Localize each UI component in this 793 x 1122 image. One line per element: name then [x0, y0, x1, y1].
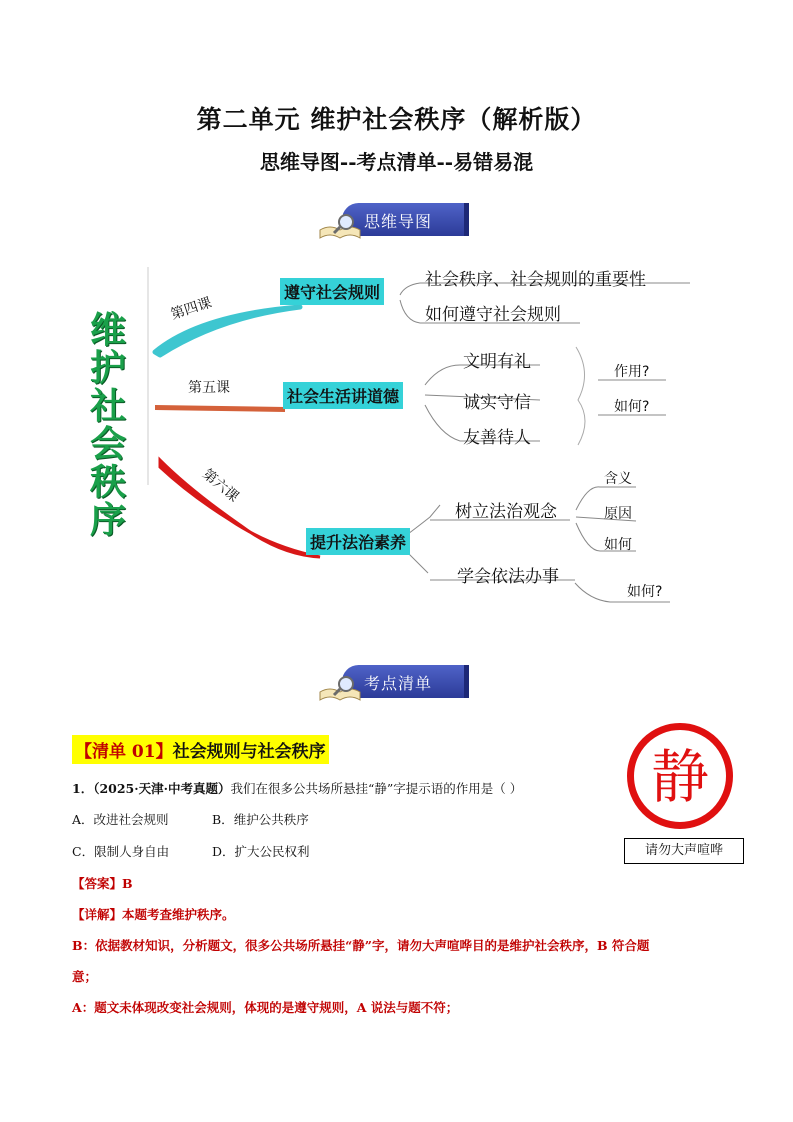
root-char: 社 — [89, 386, 126, 427]
root-char: 护 — [89, 348, 126, 389]
banner-text: 考点清单 — [364, 674, 433, 693]
book-magnifier-icon — [318, 674, 362, 704]
option-letter: B． — [212, 812, 234, 827]
option-text: 改进社会规则 — [93, 812, 169, 827]
option-text: 维护公共秩序 — [233, 812, 309, 827]
answer-label: 【答案】 — [72, 876, 123, 891]
section-title: 社会规则与社会秩序 — [172, 742, 326, 762]
option-b — [212, 810, 309, 828]
answer-line — [72, 874, 133, 892]
detail-text: 本题考查维护秩序。 — [122, 907, 235, 922]
lesson5-label: 第五课 — [188, 380, 230, 396]
lesson4-item: 社会秩序、社会规则的重要性 — [425, 270, 646, 290]
stamp-char: 静 — [650, 743, 709, 811]
lesson6-branch-item: 如何 — [604, 537, 632, 553]
option-text: 扩大公民权利 — [234, 844, 310, 859]
option-d — [212, 842, 310, 860]
page-subtitle: 思维导图--考点清单--易错易混 — [259, 150, 534, 174]
lesson6-branch-item: 含义 — [604, 471, 632, 487]
explanation-b: B：依据教材知识，分析题文，很多公共场所悬挂“静”字，请勿大声喧哗目的是维护社会秩序，B 符合题 — [72, 938, 650, 953]
lesson5-item: 友善待人 — [463, 428, 531, 448]
banner-text: 思维导图 — [364, 212, 433, 231]
quiet-notice: 请勿大声喧哗 — [624, 838, 744, 864]
answer-value: B — [122, 876, 133, 891]
lesson5-item: 诚实守信 — [463, 393, 531, 413]
book-magnifier-icon — [318, 212, 362, 242]
question-text: 我们在很多公共场所悬挂“静”字提示语的作用是（ ） — [230, 781, 523, 796]
option-letter: A． — [72, 812, 94, 827]
lesson5-question: 如何? — [614, 399, 650, 415]
quiet-sign-stamp — [627, 723, 733, 829]
explanation-b-cont: 意； — [72, 969, 98, 984]
option-letter: C． — [72, 844, 95, 859]
section-prefix: 【清单 01】 — [75, 742, 173, 762]
detail-line — [72, 905, 235, 923]
section-heading — [72, 735, 329, 764]
checklist-banner — [318, 662, 468, 702]
mind-map-root — [80, 312, 136, 540]
root-char: 会 — [89, 424, 126, 465]
lesson4-label: 第四课 — [168, 294, 214, 324]
option-c — [72, 842, 169, 860]
lesson4-topic: 遵守社会规则 — [280, 278, 384, 305]
option-a — [72, 810, 169, 828]
question-number: 1． — [72, 781, 94, 796]
lesson6-topic: 提升法治素养 — [306, 528, 410, 555]
question-source: （2025·天津·中考真题） — [93, 781, 231, 796]
option-text: 限制人身自由 — [94, 844, 170, 859]
question-stem — [72, 779, 522, 797]
root-char: 维 — [89, 310, 126, 351]
lesson6-branch-item: 如何? — [627, 584, 663, 600]
lesson5-topic: 社会生活讲道德 — [283, 382, 403, 409]
lesson4-item: 如何遵守社会规则 — [425, 305, 561, 325]
mind-map-banner — [318, 200, 468, 240]
lesson6-branch-label: 学会依法办事 — [457, 567, 559, 587]
root-char: 秩 — [89, 462, 126, 503]
lesson6-branch-label: 树立法治观念 — [455, 502, 557, 522]
lesson6-label: 第六课 — [199, 466, 242, 506]
detail-label: 【详解】 — [72, 907, 123, 922]
root-char: 序 — [89, 500, 126, 541]
lesson5-item: 文明有礼 — [463, 352, 531, 372]
option-letter: D． — [212, 844, 235, 859]
explanation-a: A：题文未体现改变社会规则，体现的是遵守规则，A 说法与题不符； — [72, 1000, 459, 1015]
lesson5-question: 作用? — [614, 364, 650, 380]
page-title: 第二单元 维护社会秩序（解析版） — [196, 105, 597, 134]
lesson6-branch-item: 原因 — [604, 506, 632, 522]
